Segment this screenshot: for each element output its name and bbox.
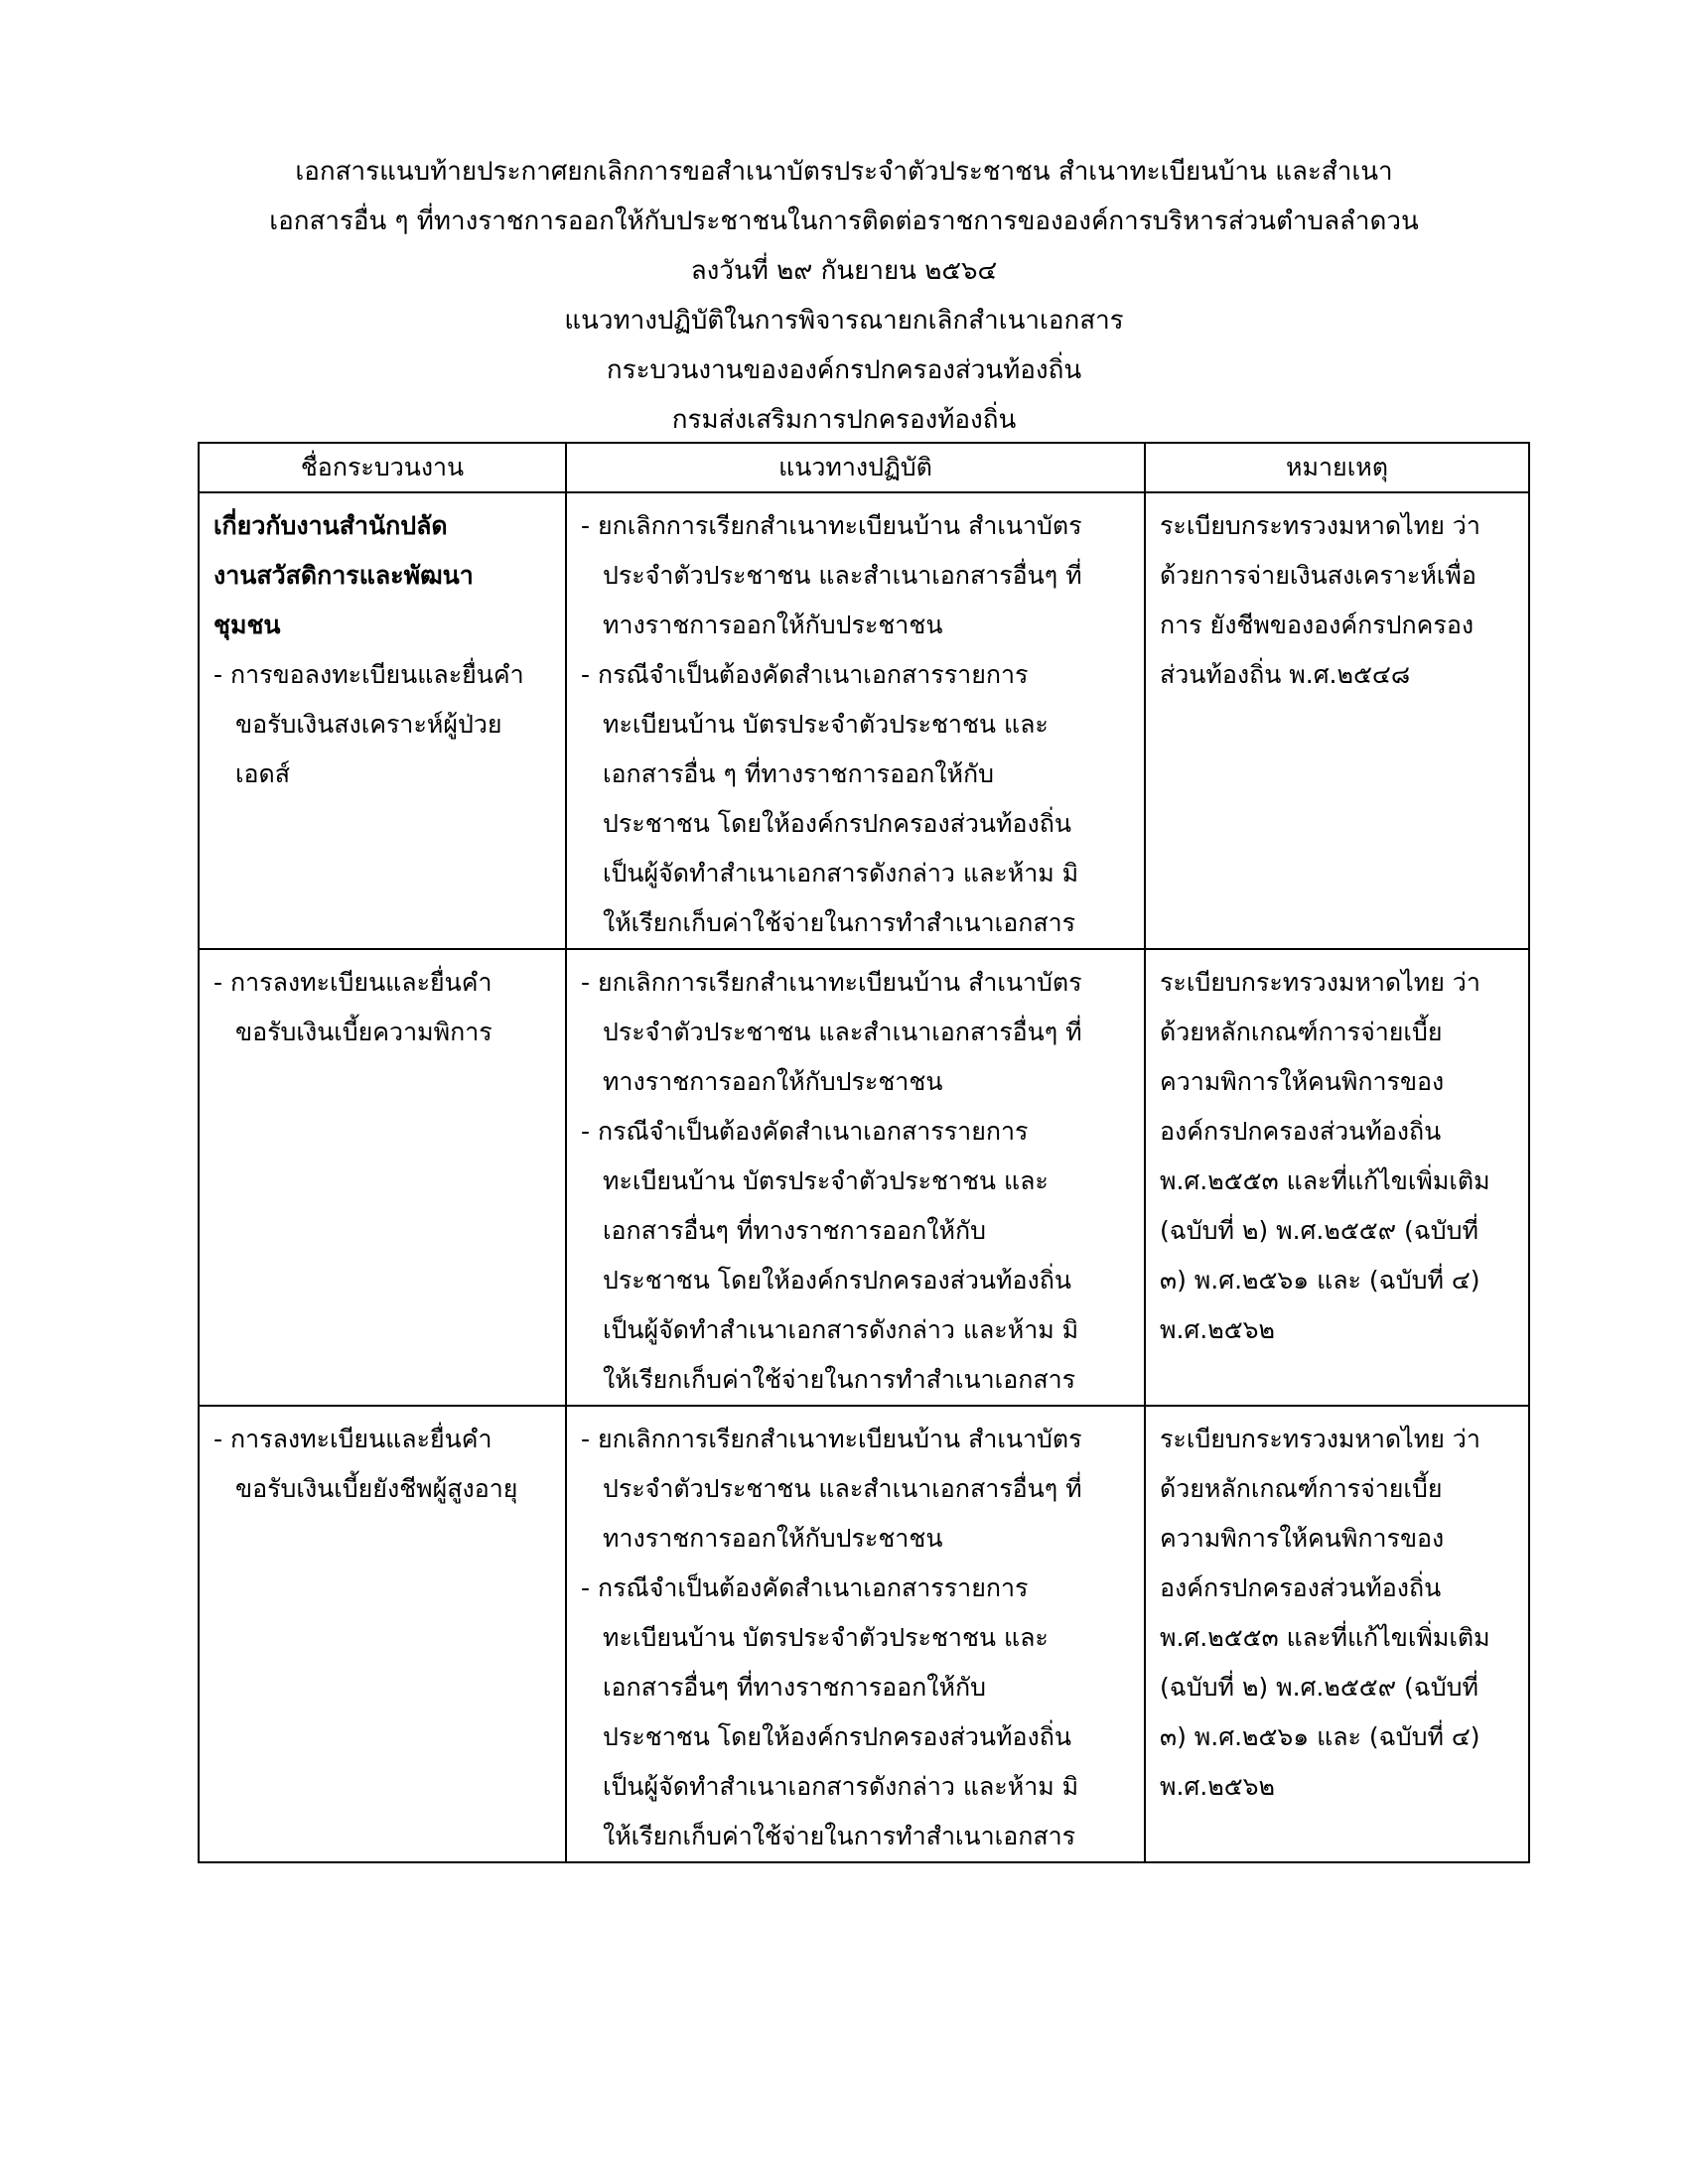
remark-cell [1145, 1406, 1529, 1862]
guideline-text: ให้เรียกเก็บค่าใช้จ่ายในการทำสำเนาเอกสาร [603, 908, 1076, 937]
table-row [199, 492, 1529, 949]
guideline-text: ทางราชการออกให้กับประชาชน [603, 1524, 943, 1553]
remark-text: ด้วยการจ่ายเงินสงเคราะห์เพื่อ [1160, 561, 1477, 590]
guideline-text: ประชาชน โดยให้องค์กรปกครองส่วนท้องถิ่น [603, 809, 1071, 838]
guideline-cell [566, 1406, 1145, 1862]
header-department: กรมส่งเสริมการปกครองท้องถิ่น [671, 405, 1017, 435]
remark-text: ระเบียบกระทรวงมหาดไทย ว่า [1160, 511, 1480, 540]
guideline-text: ประชาชน โดยให้องค์กรปกครองส่วนท้องถิ่น [603, 1722, 1071, 1751]
guideline-cell [566, 492, 1145, 949]
column-header-process: ชื่อกระบวนงาน [199, 443, 566, 492]
guideline-text: เป็นผู้จัดทำสำเนาเอกสารดังกล่าว และห้าม มิ [603, 859, 1079, 887]
header-line: เอกสารแนบท้ายประกาศยกเลิกการขอสำเนาบัตรประจำตัวประชาชน สำเนาทะเบียนบ้าน และสำเนา [295, 157, 1393, 187]
guideline-text: เป็นผู้จัดทำสำเนาเอกสารดังกล่าว และห้าม มิ [603, 1315, 1079, 1344]
header-date: ลงวันที่ ๒๙ กันยายน ๒๕๖๔ [690, 256, 998, 286]
process-section-title: งานสวัสดิการและพัฒนา [213, 561, 474, 590]
process-name: ขอรับเงินเบี้ยยังชีพผู้สูงอายุ [235, 1474, 518, 1503]
remark-text: องค์กรปกครองส่วนท้องถิ่น [1160, 1573, 1442, 1602]
process-name: - การลงทะเบียนและยื่นคำ [213, 968, 492, 997]
process-section-title: เกี่ยวกับงานสำนักปลัด [213, 511, 448, 540]
guideline-text: ประจำตัวประชาชน และสำเนาเอกสารอื่นๆ ที่ [603, 1018, 1082, 1046]
column-header-guideline: แนวทางปฏิบัติ [566, 443, 1145, 492]
remark-cell [1145, 492, 1529, 949]
remark-text: ด้วยหลักเกณฑ์การจ่ายเบี้ย [1160, 1018, 1443, 1046]
process-section-title: ชุมชน [213, 611, 281, 639]
guideline-text: เป็นผู้จัดทำสำเนาเอกสารดังกล่าว และห้าม มิ [603, 1772, 1079, 1801]
guideline-text: - ยกเลิกการเรียกสำเนาทะเบียนบ้าน สำเนาบัตร [581, 511, 1082, 540]
process-name: ขอรับเงินเบี้ยความพิการ [235, 1018, 492, 1046]
guideline-text: - ยกเลิกการเรียกสำเนาทะเบียนบ้าน สำเนาบัตร [581, 1425, 1082, 1453]
remark-text: ด้วยหลักเกณฑ์การจ่ายเบี้ย [1160, 1474, 1443, 1503]
table-row [199, 949, 1529, 1406]
remark-text: พ.ศ.๒๕๕๓ และที่แก้ไขเพิ่มเติม [1160, 1166, 1490, 1195]
process-cell [199, 949, 566, 1406]
guideline-text: เอกสารอื่นๆ ที่ทางราชการออกให้กับ [603, 1216, 986, 1245]
remark-text: ความพิการให้คนพิการของ [1160, 1524, 1445, 1553]
column-header-remark: หมายเหตุ [1145, 443, 1529, 492]
guideline-text: ทะเบียนบ้าน บัตรประจำตัวประชาชน และ [603, 1623, 1049, 1652]
guideline-text: - กรณีจำเป็นต้องคัดสำเนาเอกสารรายการ [581, 660, 1029, 689]
guideline-text: - กรณีจำเป็นต้องคัดสำเนาเอกสารรายการ [581, 1117, 1029, 1146]
process-name: - การขอลงทะเบียนและยื่นคำ [213, 660, 524, 689]
remark-text: ความพิการให้คนพิการของ [1160, 1067, 1445, 1096]
guideline-text: ทะเบียนบ้าน บัตรประจำตัวประชาชน และ [603, 710, 1049, 739]
process-name: - การลงทะเบียนและยื่นคำ [213, 1425, 492, 1453]
process-name: ขอรับเงินสงเคราะห์ผู้ป่วย [235, 710, 502, 739]
table-row [199, 1406, 1529, 1862]
remark-text: ๓) พ.ศ.๒๕๖๑ และ (ฉบับที่ ๔) [1160, 1722, 1480, 1751]
remark-text: (ฉบับที่ ๒) พ.ศ.๒๕๕๙ (ฉบับที่ [1160, 1216, 1478, 1245]
guideline-text: ให้เรียกเก็บค่าใช้จ่ายในการทำสำเนาเอกสาร [603, 1365, 1076, 1394]
guideline-cell [566, 949, 1145, 1406]
guideline-text: ประจำตัวประชาชน และสำเนาเอกสารอื่นๆ ที่ [603, 1474, 1082, 1503]
process-cell [199, 1406, 566, 1862]
process-name: เอดส์ [235, 759, 291, 788]
remark-text: องค์กรปกครองส่วนท้องถิ่น [1160, 1117, 1442, 1146]
remark-text: (ฉบับที่ ๒) พ.ศ.๒๕๕๙ (ฉบับที่ [1160, 1673, 1478, 1702]
table-header-row [199, 443, 1529, 492]
remark-text: พ.ศ.๒๕๖๒ [1160, 1315, 1275, 1344]
header-subtitle: กระบวนงานขององค์กรปกครองส่วนท้องถิ่น [606, 355, 1082, 385]
header-line: เอกสารอื่น ๆ ที่ทางราชการออกให้กับประชาชนในการติดต่อราชการขององค์การบริหารส่วนตำบลลำดวน [269, 206, 1419, 236]
remark-text: ๓) พ.ศ.๒๕๖๑ และ (ฉบับที่ ๔) [1160, 1266, 1480, 1295]
process-cell [199, 492, 566, 949]
remark-text: ระเบียบกระทรวงมหาดไทย ว่า [1160, 968, 1480, 997]
remark-cell [1145, 949, 1529, 1406]
guideline-text: ทางราชการออกให้กับประชาชน [603, 1067, 943, 1096]
guideline-text: ให้เรียกเก็บค่าใช้จ่ายในการทำสำเนาเอกสาร [603, 1822, 1076, 1850]
guideline-text: - กรณีจำเป็นต้องคัดสำเนาเอกสารรายการ [581, 1573, 1029, 1602]
remark-text: พ.ศ.๒๕๕๓ และที่แก้ไขเพิ่มเติม [1160, 1623, 1490, 1652]
remark-text: การ ยังชีพขององค์กรปกครอง [1160, 611, 1475, 639]
guideline-text: ประจำตัวประชาชน และสำเนาเอกสารอื่นๆ ที่ [603, 561, 1082, 590]
guideline-text: เอกสารอื่นๆ ที่ทางราชการออกให้กับ [603, 1673, 986, 1702]
remark-text: พ.ศ.๒๕๖๒ [1160, 1772, 1275, 1801]
guideline-text: - ยกเลิกการเรียกสำเนาทะเบียนบ้าน สำเนาบัตร [581, 968, 1082, 997]
document-header [0, 147, 1688, 445]
guideline-text: เอกสารอื่น ๆ ที่ทางราชการออกให้กับ [603, 759, 994, 788]
remark-text: ระเบียบกระทรวงมหาดไทย ว่า [1160, 1425, 1480, 1453]
guideline-text: ทางราชการออกให้กับประชาชน [603, 611, 943, 639]
guideline-text: ทะเบียนบ้าน บัตรประจำตัวประชาชน และ [603, 1166, 1049, 1195]
header-subtitle: แนวทางปฏิบัติในการพิจารณายกเลิกสำเนาเอกสาร [564, 306, 1124, 336]
guideline-text: ประชาชน โดยให้องค์กรปกครองส่วนท้องถิ่น [603, 1266, 1071, 1295]
guideline-table [198, 442, 1530, 1863]
remark-text: ส่วนท้องถิ่น พ.ศ.๒๕๔๘ [1160, 660, 1411, 689]
